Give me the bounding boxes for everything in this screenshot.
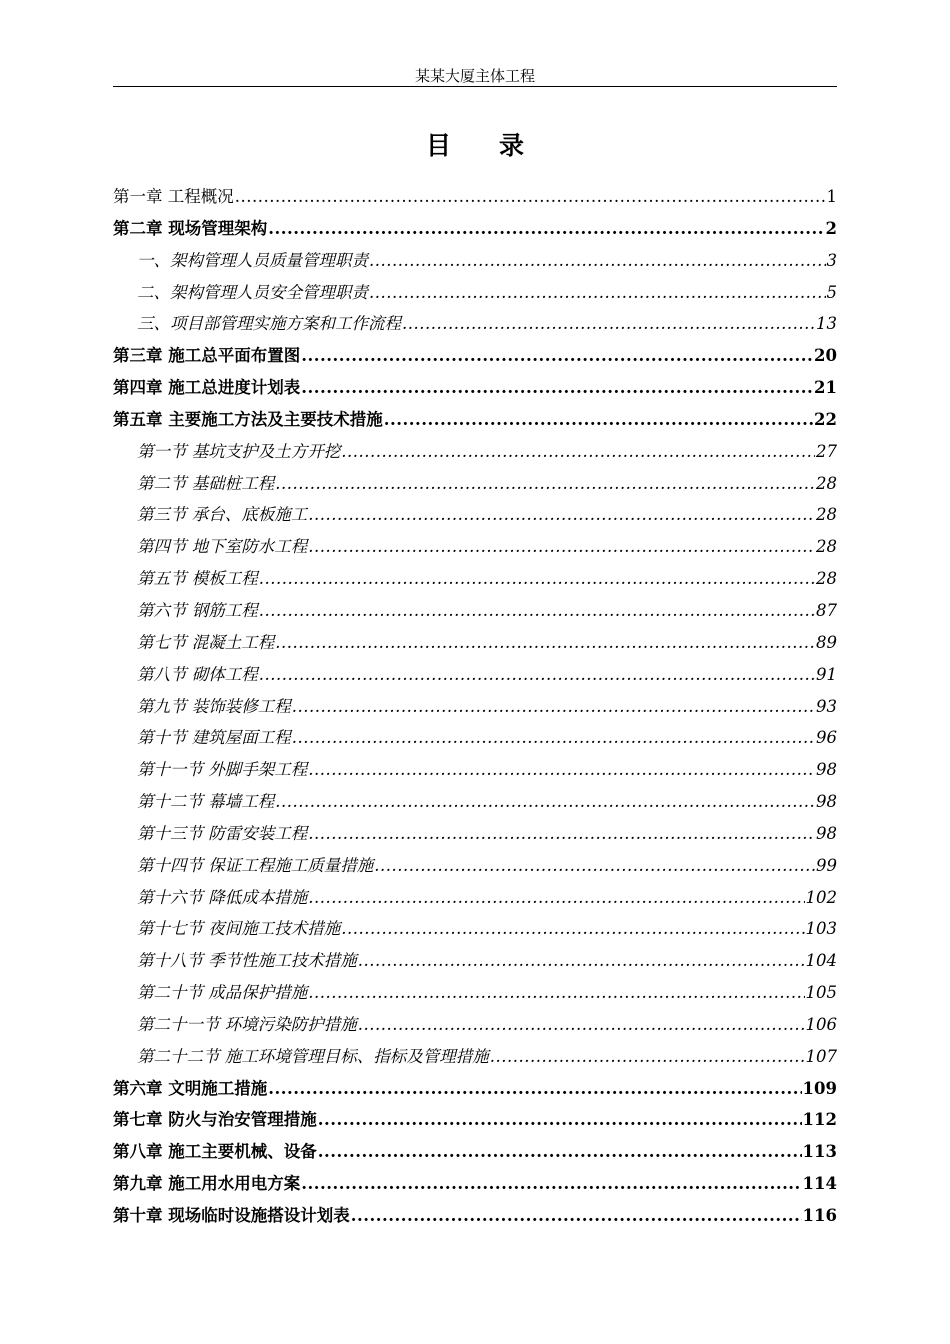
- toc-entry-label: 第一章 工程概况: [113, 187, 234, 206]
- toc-dot-leader: [369, 277, 826, 309]
- toc-entry-label: 第八节 砌体工程: [137, 664, 258, 684]
- toc-entry[interactable]: [113, 372, 837, 404]
- toc-entry-label: 第九章 施工用水用电方案: [113, 1174, 301, 1194]
- toc-entry-page-number: 93: [816, 696, 837, 716]
- toc-entry-page-number: 106: [805, 1014, 837, 1034]
- toc-entry-page-number: 2: [825, 218, 837, 238]
- toc-entry[interactable]: [113, 277, 837, 309]
- toc-entry-page-number: 91: [816, 664, 837, 684]
- toc-entry-page-number: 28: [816, 569, 837, 589]
- toc-entry[interactable]: [113, 818, 837, 850]
- toc-entry[interactable]: [113, 754, 837, 786]
- toc-dot-leader: [301, 340, 813, 372]
- toc-entry[interactable]: [113, 913, 837, 945]
- toc-entry-label: 第二节 基础桩工程: [137, 473, 275, 493]
- toc-dot-leader: [351, 1200, 802, 1232]
- toc-dot-leader: [268, 213, 824, 245]
- toc-entry-label: 第十节 建筑屋面工程: [137, 728, 291, 748]
- toc-entry-label: 二、架构管理人员安全管理职责: [137, 282, 368, 302]
- toc-entry[interactable]: [113, 468, 837, 500]
- toc-entry-page-number: 116: [802, 1206, 837, 1225]
- toc-entry[interactable]: [113, 786, 837, 818]
- toc-entry[interactable]: [113, 531, 837, 563]
- toc-dot-leader: [402, 308, 815, 340]
- toc-dot-leader: [292, 722, 815, 754]
- toc-entry-label: 第四节 地下室防水工程: [137, 537, 308, 557]
- toc-dot-leader: [308, 882, 804, 914]
- toc-entry-label: 一、架构管理人员质量管理职责: [137, 250, 368, 270]
- toc-entry-label: 第四章 施工总进度计划表: [113, 378, 301, 398]
- toc-dot-leader: [318, 1104, 802, 1136]
- toc-entry[interactable]: [113, 404, 837, 436]
- toc-dot-leader: [318, 1136, 802, 1168]
- toc-entry[interactable]: [113, 659, 837, 691]
- toc-entry-page-number: 104: [805, 951, 837, 971]
- toc-entry-label: 第十四节 保证工程施工质量措施: [137, 855, 374, 875]
- toc-entry-label: 第三章 施工总平面布置图: [113, 346, 301, 366]
- toc-entry[interactable]: [113, 1073, 837, 1105]
- toc-entry-label: 第十六节 降低成本措施: [137, 887, 308, 907]
- toc-entry-page-number: 99: [816, 855, 837, 875]
- toc-entry-label: 第六节 钢筋工程: [137, 600, 258, 620]
- toc-entry-page-number: 22: [814, 409, 837, 429]
- toc-entry-page-number: 98: [816, 760, 837, 780]
- toc-entry-page-number: 87: [816, 600, 837, 620]
- toc-entry-label: 第五节 模板工程: [137, 569, 258, 589]
- toc-dot-leader: [235, 181, 826, 213]
- toc-entry[interactable]: [113, 722, 837, 754]
- toc-entry[interactable]: [113, 308, 837, 340]
- toc-entry-label: 第九节 装饰装修工程: [137, 696, 291, 716]
- toc-dot-leader: [308, 818, 815, 850]
- toc-entry-page-number: 89: [816, 632, 837, 652]
- toc-entry-label: 第二十二节 施工环境管理目标、指标及管理措施: [137, 1046, 489, 1066]
- toc-entry[interactable]: [113, 945, 837, 977]
- toc-entry-page-number: 103: [805, 919, 837, 939]
- toc-dot-leader: [358, 1009, 805, 1041]
- toc-dot-leader: [259, 563, 815, 595]
- toc-entry-page-number: 28: [816, 473, 837, 493]
- toc-dot-leader: [275, 786, 815, 818]
- toc-dot-leader: [308, 977, 804, 1009]
- toc-entry-page-number: 113: [802, 1142, 837, 1162]
- toc-entry-label: 第二十一节 环境污染防护措施: [137, 1014, 357, 1034]
- toc-entry[interactable]: [113, 1200, 837, 1232]
- toc-entry-page-number: 107: [805, 1046, 837, 1066]
- toc-entry-page-number: 112: [802, 1110, 837, 1130]
- toc-entry-label: 第八章 施工主要机械、设备: [113, 1142, 317, 1162]
- toc-entry[interactable]: [113, 213, 837, 245]
- toc-entry-page-number: 102: [805, 887, 837, 907]
- toc-entry-page-number: 114: [802, 1174, 837, 1194]
- toc-entry-page-number: 27: [816, 441, 837, 461]
- toc-entry-label: 第五章 主要施工方法及主要技术措施: [113, 409, 383, 429]
- toc-title-char-2: 录: [499, 131, 525, 160]
- toc-entry-page-number: 96: [816, 728, 837, 748]
- toc-entry-label: 第二十节 成品保护措施: [137, 983, 308, 1003]
- toc-entry[interactable]: [113, 1168, 837, 1200]
- toc-entry-page-number: 28: [816, 505, 837, 525]
- toc-title: [113, 128, 837, 164]
- toc-entry-label: 三、项目部管理实施方案和工作流程: [137, 314, 401, 334]
- toc-entry-page-number: 3: [826, 250, 837, 270]
- toc-entry[interactable]: [113, 245, 837, 277]
- toc-entry[interactable]: [113, 627, 837, 659]
- toc-dot-leader: [374, 850, 815, 882]
- toc-entry-label: 第六章 文明施工措施: [113, 1078, 268, 1098]
- toc-dot-leader: [275, 468, 815, 500]
- toc-entry-page-number: 109: [802, 1078, 837, 1098]
- toc-entry-page-number: 28: [816, 537, 837, 557]
- toc-entry-label: 第十七节 夜间施工技术措施: [137, 919, 341, 939]
- toc-entry-page-number: 98: [816, 823, 837, 843]
- toc-dot-leader: [275, 627, 815, 659]
- toc-entry[interactable]: [113, 1041, 837, 1073]
- page-header: 某某大厦主体工程: [414, 67, 535, 85]
- toc-entry-label: 第一节 基坑支护及土方开挖: [137, 441, 341, 461]
- toc-entry[interactable]: [113, 340, 837, 372]
- toc-entry[interactable]: [113, 595, 837, 627]
- toc-entry-page-number: 5: [826, 282, 837, 302]
- table-of-contents: [113, 181, 837, 1232]
- toc-entry-label: 第二章 现场管理架构: [113, 218, 268, 238]
- toc-dot-leader: [259, 659, 815, 691]
- toc-entry-label: 第十一节 外脚手架工程: [137, 760, 308, 780]
- toc-entry[interactable]: [113, 1136, 837, 1168]
- toc-dot-leader: [308, 499, 815, 531]
- toc-entry-label: 第七章 防火与治安管理措施: [113, 1110, 317, 1130]
- toc-entry[interactable]: [113, 1104, 837, 1136]
- toc-dot-leader: [259, 595, 815, 627]
- toc-entry-label: 第十二节 幕墙工程: [137, 792, 275, 812]
- toc-dot-leader: [301, 372, 813, 404]
- toc-dot-leader: [358, 945, 805, 977]
- toc-dot-leader: [292, 691, 815, 723]
- toc-entry[interactable]: [113, 181, 837, 213]
- toc-dot-leader: [341, 913, 804, 945]
- toc-entry-label: 第十八节 季节性施工技术措施: [137, 951, 357, 971]
- header-divider: [113, 86, 837, 87]
- toc-entry-page-number: 20: [814, 346, 837, 366]
- toc-dot-leader: [384, 404, 813, 436]
- toc-dot-leader: [308, 754, 815, 786]
- toc-entry-page-number: 13: [816, 314, 837, 334]
- toc-entry[interactable]: [113, 436, 837, 468]
- toc-dot-leader: [341, 436, 815, 468]
- toc-entry[interactable]: [113, 499, 837, 531]
- toc-entry[interactable]: [113, 691, 837, 723]
- toc-entry-label: 第十三节 防雷安装工程: [137, 823, 308, 843]
- toc-dot-leader: [301, 1168, 801, 1200]
- toc-entry-page-number: 105: [805, 983, 837, 1003]
- toc-dot-leader: [308, 531, 815, 563]
- toc-entry[interactable]: [113, 563, 837, 595]
- toc-entry[interactable]: [113, 850, 837, 882]
- toc-dot-leader: [369, 245, 826, 277]
- toc-entry-page-number: 1: [826, 187, 837, 206]
- toc-title-char-1: 目: [425, 131, 451, 160]
- toc-entry[interactable]: [113, 1009, 837, 1041]
- toc-dot-leader: [268, 1073, 801, 1105]
- toc-dot-leader: [490, 1041, 805, 1073]
- toc-entry-page-number: 21: [814, 378, 837, 398]
- toc-entry[interactable]: [113, 977, 837, 1009]
- toc-entry[interactable]: [113, 882, 837, 914]
- toc-entry-label: 第七节 混凝土工程: [137, 632, 275, 652]
- toc-entry-label: 第十章 现场临时设施搭设计划表: [113, 1206, 350, 1225]
- toc-entry-page-number: 98: [816, 792, 837, 812]
- toc-entry-label: 第三节 承台、底板施工: [137, 505, 308, 525]
